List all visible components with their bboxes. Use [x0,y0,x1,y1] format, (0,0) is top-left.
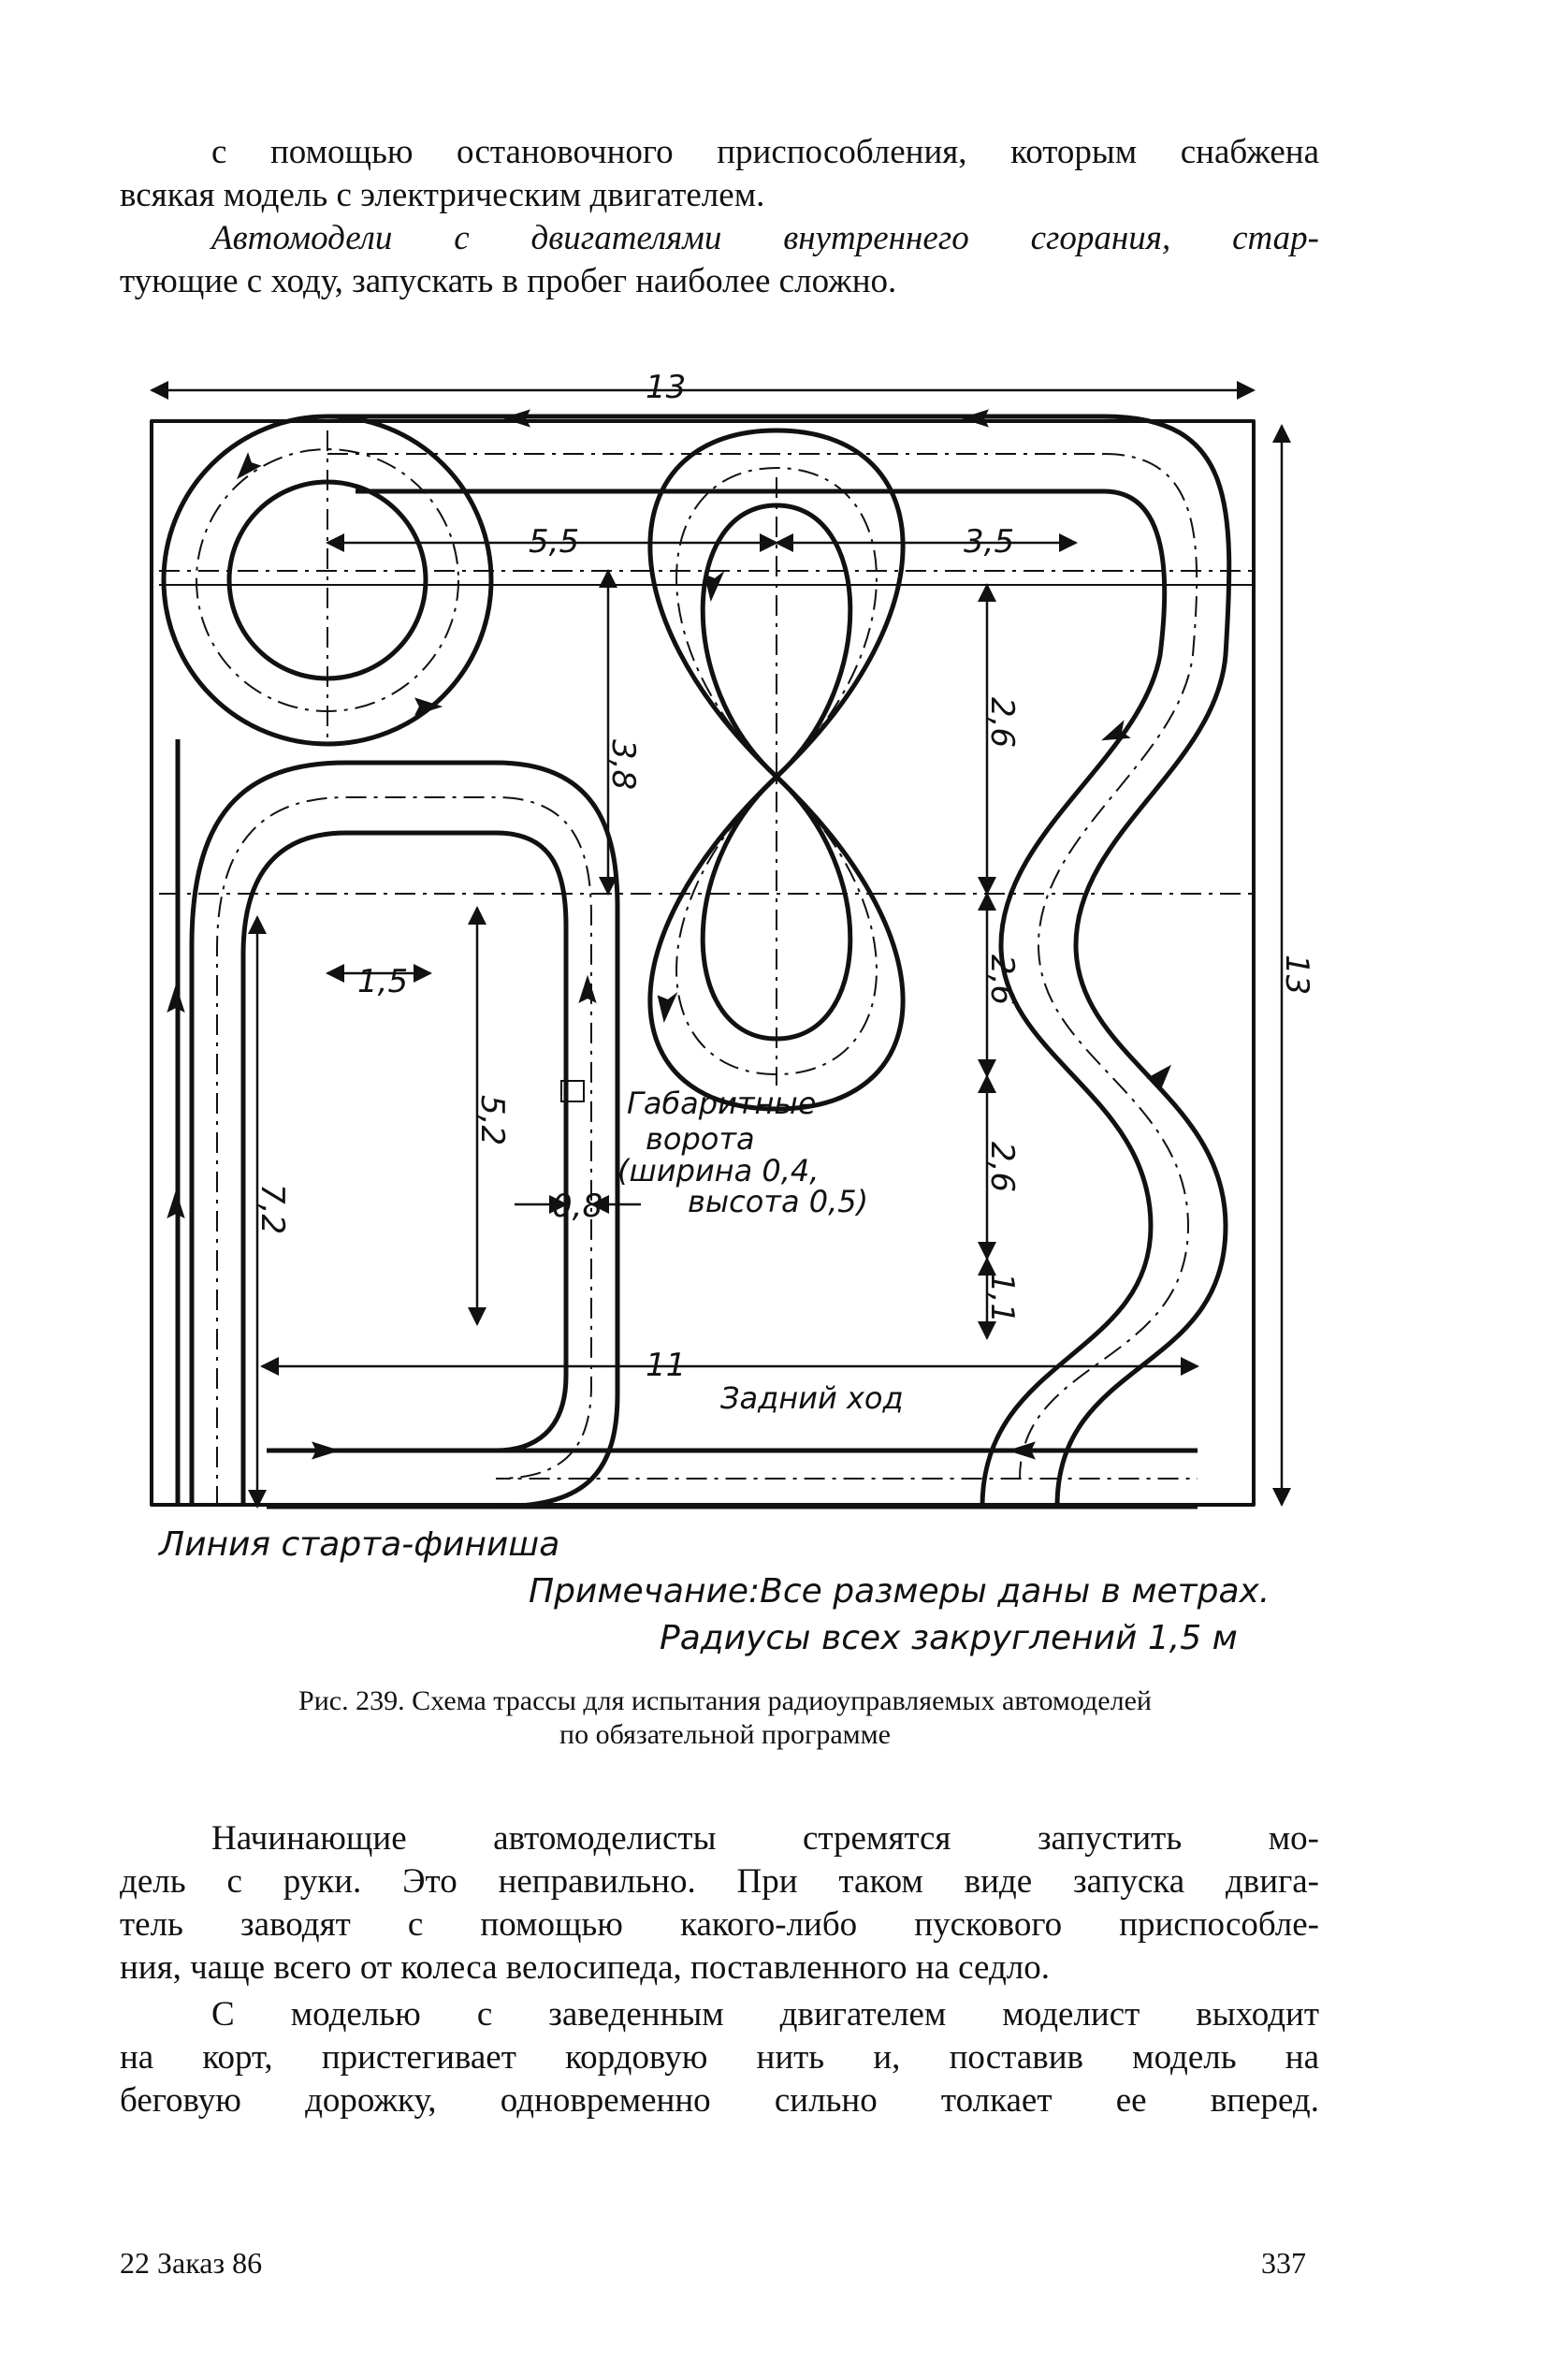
text-line: Начинающие автомоделисты стремятся запустить мо- [211,1819,1319,1858]
text-line: С моделью с заведенным двигателем моделист выходит [211,1995,1319,2034]
text-line: тующие с ходу, запускать в пробег наиболее сложно. [120,262,897,300]
gate-label-2: ворота [646,1121,755,1157]
text-line: всякая модель с электрическим двигателем. [120,176,765,214]
dim-width-13: 13 [646,369,687,406]
dim-7-2: 7,2 [254,1184,291,1235]
note-line-2: Радиусы всех закруглений 1,5 м [660,1619,1238,1657]
dim-2-6-c: 2,6 [983,1142,1021,1193]
paragraph-2 [120,217,1319,303]
gate-label-4: высота 0,5) [688,1184,869,1219]
dim-5-2: 5,2 [473,1095,511,1146]
text-line: тель заводят с помощью какого-либо пускового приспособле- [120,1905,1319,1944]
dim-height-13: 13 [1278,955,1315,996]
reverse-label: Задний ход [720,1380,904,1416]
gate-label-3: (ширина 0,4, [617,1153,820,1188]
dim-0-8: 0,8 [552,1188,603,1225]
text-line: беговую дорожку, одновременно сильно толкает ее вперед. [120,2081,1319,2120]
dim-3-5: 3,5 [964,523,1015,561]
dim-5-5: 5,5 [529,523,580,561]
paragraph-1 [120,131,1319,217]
start-finish-label: Линия старта-финиша [159,1525,560,1564]
dim-11: 11 [646,1347,687,1384]
page-number: 337 [1261,2246,1306,2280]
gate-label-1: Габаритные [627,1086,817,1121]
u-loop-inner [243,833,566,1507]
paragraph-3 [120,1817,1319,1990]
dim-1-1: 1,1 [983,1273,1021,1324]
dim-1-5: 1,5 [357,963,409,1000]
figure-caption [140,1684,1310,1752]
text-line: Автомодели с двигателями внутреннего сгорания, стар- [211,219,1319,257]
dim-3-8: 3,8 [604,739,642,791]
note-line-1: Примечание:Все размеры даны в метрах. [529,1572,1270,1611]
u-loop-outer [192,763,617,1507]
text-line: с помощью остановочного приспособления, которым снабжена [211,133,1319,171]
dim-2-6-b: 2,6 [983,955,1021,1006]
text-line: дель с руки. Это неправильно. При таком виде запуска двига- [120,1862,1319,1901]
track-scheme-figure [140,346,1315,1657]
paragraph-4 [120,1993,1319,2122]
footer-signature: 22 Заказ 86 [120,2246,263,2280]
dim-2-6-a: 2,6 [983,697,1021,749]
text-line: ния, чаще всего от колеса велосипеда, поставленного на седло. [120,1948,1051,1987]
caption-line-1: Рис. 239. Схема трассы для испытания радиоуправляемых автомоделей [298,1685,1152,1716]
text-line: на корт, пристегивает кордовую нить и, поставив модель на [120,2038,1319,2077]
caption-line-2: по обязательной программе [559,1719,891,1750]
